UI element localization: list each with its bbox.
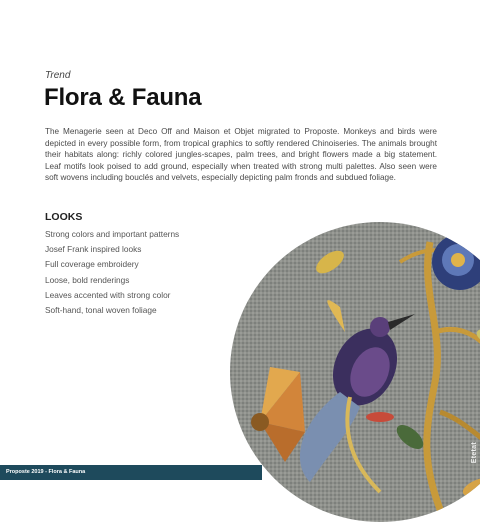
page-title: Flora & Fauna (44, 84, 202, 111)
looks-item: Soft-hand, tonal woven foliage (45, 304, 157, 315)
footer-bar: Proposte 2019 - Flora & Fauna (0, 465, 262, 480)
looks-item: Full coverage embroidery (45, 259, 139, 270)
photo-credit: Etetat (471, 442, 478, 464)
looks-list (45, 229, 179, 320)
looks-item: Josef Frank inspired looks (45, 244, 142, 255)
looks-heading: LOOKS (45, 211, 83, 223)
intro-paragraph: The Menagerie seen at Deco Off and Maison et Objet migrated to Proposte. Monkeys and birds were depicted in every possible form, from tropical graphics to softly rendered Chinoiseries. The animals brought their habitats along: richly colored jungles-scapes, palm trees, and bright flowers made a big statement. Leaf motifs look poised to add ground, especially when treated with strong multi palettes. Also seen were soft wovens including bouclés and velvets, especially depicting palm fronds and subdued foliage. (45, 127, 437, 183)
looks-item: Loose, bold renderings (45, 274, 130, 285)
looks-item: Strong colors and important patterns (45, 229, 180, 239)
embroidered-fabric-photo (230, 222, 480, 522)
trend-kicker: Trend (45, 70, 71, 81)
looks-item: Leaves accented with strong color (45, 289, 171, 300)
